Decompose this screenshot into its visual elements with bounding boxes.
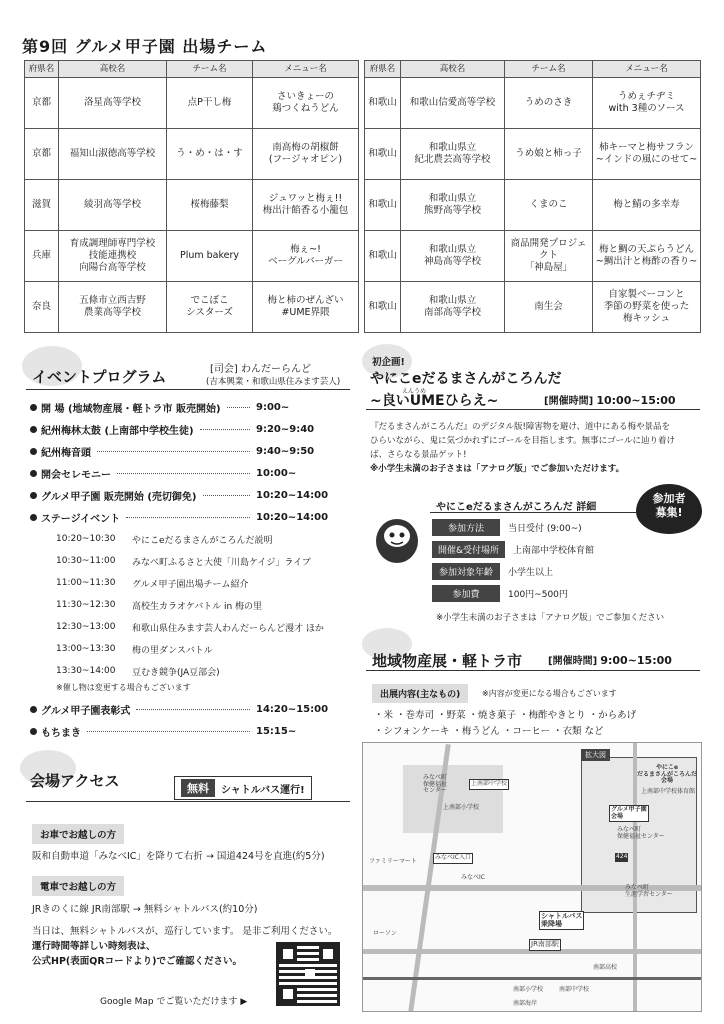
- stage-time: 13:30~14:00: [56, 666, 116, 676]
- time-label: [開催時間]: [548, 656, 598, 667]
- access-note3: 公式HP(表面QRコードより)でご確認ください。: [32, 956, 242, 967]
- daruma-detail-title: やにこeだるまさんがころんだ 詳細: [436, 502, 597, 513]
- stage-time: 10:30~11:00: [56, 556, 116, 566]
- market-tag: 出展内容(主なもの): [372, 684, 468, 703]
- program-time: 14:20~15:00: [256, 703, 329, 715]
- cell-team: 商品開発プロジェクト 「神島屋」: [505, 231, 593, 282]
- daruma-first: 初企画!: [372, 357, 405, 368]
- cell-pref: 和歌山: [365, 180, 401, 231]
- table-row: [25, 129, 359, 180]
- train-text: JRきのくに線 JR南部駅 → 無料シャトルバス(約10分): [32, 904, 258, 915]
- program-time: 10:00~: [256, 467, 297, 479]
- badge-line1: 参加者: [652, 492, 686, 505]
- event-note: ※催し物は変更する場合もございます: [56, 683, 191, 692]
- cell-school: 育成調理師専門学校 技能連携校 向陽台高等学校: [59, 231, 167, 282]
- detail-row: [432, 516, 594, 538]
- car-title: お車でお越しの方: [32, 824, 124, 844]
- table-row: [365, 231, 701, 282]
- program-item: [30, 462, 330, 484]
- cell-menu: うめぇチヂミ with 3種のソース: [593, 78, 701, 129]
- cell-pref: 奈良: [25, 282, 59, 333]
- header-pref: 府県名: [365, 61, 401, 78]
- stage-time: 12:30~13:00: [56, 622, 116, 632]
- bullet-icon: [30, 426, 37, 433]
- stage-desc: みなべ町ふるさと大使「川島ケイジ」ライブ: [132, 557, 311, 568]
- stage-item: [30, 638, 330, 660]
- cell-team: うめ娘と柿っ子: [505, 129, 593, 180]
- map-gourmet-sub: みなべ町 保健福祉センター: [617, 826, 665, 840]
- bullet-icon: [30, 470, 37, 477]
- daruma-title: やにこeだるまさんがころんだ: [370, 371, 562, 387]
- bullet-icon: [30, 514, 37, 521]
- stage-desc: 豆むき競争(JA豆部会): [132, 667, 220, 678]
- market-line1: ・米 ・巻寿司 ・野菜 ・焼き菓子 ・梅酢やきとり ・からあげ: [374, 710, 637, 721]
- stage-time: 13:00~13:30: [56, 644, 116, 654]
- shuttle-label: シャトルバス運行!: [221, 784, 305, 796]
- map-daruma-venue: やにこe だるまさんがころんだ 会場: [637, 764, 698, 785]
- header-school: 高校名: [401, 61, 505, 78]
- table-row: [365, 78, 701, 129]
- access-map[interactable]: [362, 742, 702, 1012]
- map-minabe-ic: みなべIC入口: [433, 853, 473, 864]
- map-lawson: ローソン: [373, 930, 397, 937]
- map-coast: 南部海岸: [513, 1000, 538, 1007]
- cell-pref: 京都: [25, 129, 59, 180]
- detail-row: [432, 538, 594, 560]
- event-mc-sub: (吉本興業・和歌山県住みます芸人): [206, 377, 341, 387]
- stage-item: [30, 528, 330, 550]
- program-item: [30, 506, 330, 528]
- stage-desc: グルメ甲子園出場チーム紹介: [132, 579, 249, 590]
- cell-menu: 南高梅の胡椒餅 (フージャオピン): [253, 129, 359, 180]
- program-time: 15:15~: [256, 725, 297, 737]
- badge-line2: 募集!: [655, 506, 683, 520]
- program-item: [30, 698, 330, 720]
- program-time: 9:20~9:40: [256, 423, 315, 435]
- program-label: ステージイベント: [41, 513, 121, 525]
- detail-key: 開催&受付場所: [432, 541, 505, 558]
- map-daruma-venue-sub: 上南部中学校体育館: [641, 788, 696, 795]
- map-kaminanbe-es: 上南部小学校: [443, 804, 480, 811]
- stage-time: 11:30~12:30: [56, 600, 116, 610]
- cell-pref: 和歌山: [365, 78, 401, 129]
- header-menu: メニュー名: [253, 61, 359, 78]
- daruma-icon: [374, 514, 420, 564]
- qr-code[interactable]: [276, 942, 340, 1006]
- cell-pref: 滋賀: [25, 180, 59, 231]
- program-label: 開 場 (地域物産展・軽トラ市 販売開始): [41, 403, 221, 415]
- header-pref: 府県名: [25, 61, 59, 78]
- cell-menu: 自家製ベーコンと 季節の野菜を使った 梅キッシュ: [593, 282, 701, 333]
- cell-school: 和歌山県立 紀北農芸高等学校: [401, 129, 505, 180]
- map-gourmet-venue: グルメ甲子園 会場: [609, 805, 649, 822]
- stage-desc: 和歌山県住みます芸人わんだーらんど漫才 ほか: [132, 623, 324, 634]
- cell-menu: 梅ぇ~! ベーグルバーガー: [253, 231, 359, 282]
- header-menu: メニュー名: [593, 61, 701, 78]
- cell-school: 和歌山信愛高等学校: [401, 78, 505, 129]
- team-table-left: [24, 60, 359, 333]
- program-time: 10:20~14:00: [256, 511, 329, 523]
- cell-pref: 兵庫: [25, 231, 59, 282]
- program-item: [30, 418, 330, 440]
- map-route424: 424: [616, 853, 628, 860]
- cell-team: Plum bakery: [167, 231, 253, 282]
- market-title: 地域物産展・軽トラ市: [372, 652, 523, 670]
- map-tokushinkan: みなべ町 生涯学習センター: [625, 884, 673, 898]
- cell-team: うめのさき: [505, 78, 593, 129]
- daruma-note: ※小学生未満のお子さまは「アナログ版」でご参加ください: [436, 613, 665, 623]
- detail-value: 上南部中学校体育館: [513, 545, 595, 556]
- cell-school: 五條市立西吉野 農業高等学校: [59, 282, 167, 333]
- event-program: [30, 396, 330, 742]
- market-time-row: [548, 652, 672, 667]
- map-nanbu-es: 南部小学校: [513, 986, 544, 993]
- access-note1: 当日は、無料シャトルバスが、巡行しています。 是非ご利用ください。: [32, 926, 338, 937]
- program-label: 紀州梅林太鼓 (上南部中学校生徒): [41, 425, 194, 437]
- map-minabe-ic2: みなべIC: [461, 874, 485, 881]
- program-item: [30, 440, 330, 462]
- shuttle-banner: [174, 776, 312, 800]
- program-label: 開会セレモニー: [41, 469, 111, 481]
- access-title: 会場アクセス: [30, 772, 120, 790]
- bullet-icon: [30, 728, 37, 735]
- cell-team: くまのこ: [505, 180, 593, 231]
- page-title: 第9回 グルメ甲子園 出場チーム: [22, 37, 268, 56]
- cell-school: 綾羽高等学校: [59, 180, 167, 231]
- table-row: [25, 180, 359, 231]
- cell-menu: 柿キーマと梅サフラン ~インドの風にのせて~: [593, 129, 701, 180]
- header-school: 高校名: [59, 61, 167, 78]
- detail-value: 当日受付 (9:00~): [508, 523, 582, 534]
- cell-pref: 京都: [25, 78, 59, 129]
- team-table-right: [364, 60, 701, 333]
- map-nanbu-hs: 南部高校: [593, 964, 618, 971]
- map-shuttle-stop: シャトルバス 乗降場: [539, 911, 584, 930]
- program-time: 9:40~9:50: [256, 445, 315, 457]
- program-time: 10:20~14:00: [256, 489, 329, 501]
- program-item: [30, 396, 330, 418]
- daruma-details: [432, 516, 594, 604]
- cell-school: 和歌山県立 南部高等学校: [401, 282, 505, 333]
- detail-row: [432, 582, 594, 604]
- cell-team: 点P干し梅: [167, 78, 253, 129]
- daruma-time-row: [544, 392, 676, 407]
- program-label: 紀州梅音頭: [41, 447, 91, 459]
- daruma-desc4: ※小学生未満のお子さまは「アナログ版」でご参加いただけます。: [370, 464, 625, 474]
- cell-team: でこぼこ シスターズ: [167, 282, 253, 333]
- map-kaminanbe-jhs: 上南部中学校: [469, 779, 509, 790]
- program-item: [30, 484, 330, 506]
- cell-school: 福知山淑徳高等学校: [59, 129, 167, 180]
- daruma-desc1: 『だるまさんがころんだ』のデジタル版!障害物を避け、道中にある梅や景品を: [370, 422, 671, 432]
- cell-team: う・め・は・す: [167, 129, 253, 180]
- stage-time: 11:00~11:30: [56, 578, 116, 588]
- time-label: [開催時間]: [544, 396, 594, 407]
- stage-item: [30, 660, 330, 682]
- cell-menu: 梅と柿のぜんざい #UME界隈: [253, 282, 359, 333]
- detail-key: 参加対象年齢: [432, 563, 500, 580]
- bullet-icon: [30, 448, 37, 455]
- table-row: [25, 282, 359, 333]
- market-line2: ・シフォンケーキ ・梅うどん ・コーヒー ・衣類 など: [374, 726, 604, 737]
- market-tag-note: ※内容が変更になる場合もございます: [482, 689, 617, 698]
- program-label: グルメ甲子園表彰式: [41, 705, 131, 717]
- header-team: チーム名: [505, 61, 593, 78]
- detail-row: [432, 560, 594, 582]
- cell-pref: 和歌山: [365, 231, 401, 282]
- stage-item: [30, 616, 330, 638]
- stage-item: [30, 550, 330, 572]
- detail-value: 小学生以上: [508, 567, 554, 578]
- join-badge: [636, 484, 702, 534]
- cell-menu: 梅と鯖の多幸寿: [593, 180, 701, 231]
- access-note2: 運行時間等詳しい時刻表は、: [32, 941, 156, 952]
- train-title: 電車でお越しの方: [32, 876, 124, 896]
- detail-value: 100円~500円: [508, 589, 568, 600]
- cell-menu: 梅と鯛の天ぷらうどん ~鯛出汁と梅酢の香り~: [593, 231, 701, 282]
- cell-pref: 和歌山: [365, 282, 401, 333]
- car-text: 阪和自動車道「みなべIC」を降りて右折 → 国道424号を直進(約5分): [32, 851, 325, 862]
- market-time: 9:00~15:00: [600, 654, 672, 667]
- detail-key: 参加費: [432, 585, 500, 602]
- bullet-icon: [30, 492, 37, 499]
- table-row: [365, 282, 701, 333]
- cell-school: 洛星高等学校: [59, 78, 167, 129]
- bullet-icon: [30, 404, 37, 411]
- zoom-label: 拡大図: [581, 749, 610, 761]
- stage-time: 10:20~10:30: [56, 534, 116, 544]
- event-title: イベントプログラム: [32, 368, 167, 386]
- program-label: グルメ甲子園 販売開始 (売切御免): [41, 491, 197, 503]
- cell-team: 桜梅藤梨: [167, 180, 253, 231]
- cell-menu: ジュワッと梅ぇ!! 梅出汁餡香る小籠包: [253, 180, 359, 231]
- detail-key: 参加方法: [432, 519, 500, 536]
- table-row: [25, 231, 359, 282]
- stage-desc: やにこeだるまさんがころんだ説明: [132, 535, 273, 546]
- cell-menu: さいきょーの 鶏つくねうどん: [253, 78, 359, 129]
- cell-school: 和歌山県立 熊野高等学校: [401, 180, 505, 231]
- stage-desc: 高校生カラオケバトル in 梅の里: [132, 601, 263, 612]
- google-map-link[interactable]: Google Map でご覧いただけます ▶: [100, 997, 248, 1007]
- daruma-subtitle: ~良いUMEひらえ~: [370, 393, 499, 409]
- header-team: チーム名: [167, 61, 253, 78]
- map-family-mart: ファミリーマート: [369, 858, 417, 865]
- cell-school: 和歌山県立 神島高等学校: [401, 231, 505, 282]
- table-row: [25, 78, 359, 129]
- cell-team: 南生会: [505, 282, 593, 333]
- table-row: [365, 180, 701, 231]
- map-jr-station: JR南部駅: [529, 939, 561, 951]
- table-row: [365, 129, 701, 180]
- map-minabe-center: みなべ町 保健福祉 センター: [423, 774, 448, 795]
- stage-item: [30, 594, 330, 616]
- program-item: [30, 720, 330, 742]
- map-nanbu-jhs: 南部中学校: [559, 986, 590, 993]
- stage-desc: 梅の里ダンスバトル: [132, 645, 213, 656]
- bullet-icon: [30, 706, 37, 713]
- daruma-ruby: えんうめ: [402, 388, 427, 395]
- program-label: もちまき: [41, 727, 81, 739]
- daruma-desc2: ひらいながら、鬼に気づかれずにゴールを目指します。無事にゴールに辿り着け: [370, 436, 675, 446]
- daruma-desc3: ば、さらなる景品ゲット!: [370, 450, 467, 460]
- cell-pref: 和歌山: [365, 129, 401, 180]
- event-mc: [司会] わんだーらんど: [210, 364, 311, 375]
- free-label: 無料: [181, 779, 215, 797]
- program-time: 9:00~: [256, 401, 290, 413]
- stage-item: [30, 572, 330, 594]
- daruma-time: 10:00~15:00: [596, 394, 676, 407]
